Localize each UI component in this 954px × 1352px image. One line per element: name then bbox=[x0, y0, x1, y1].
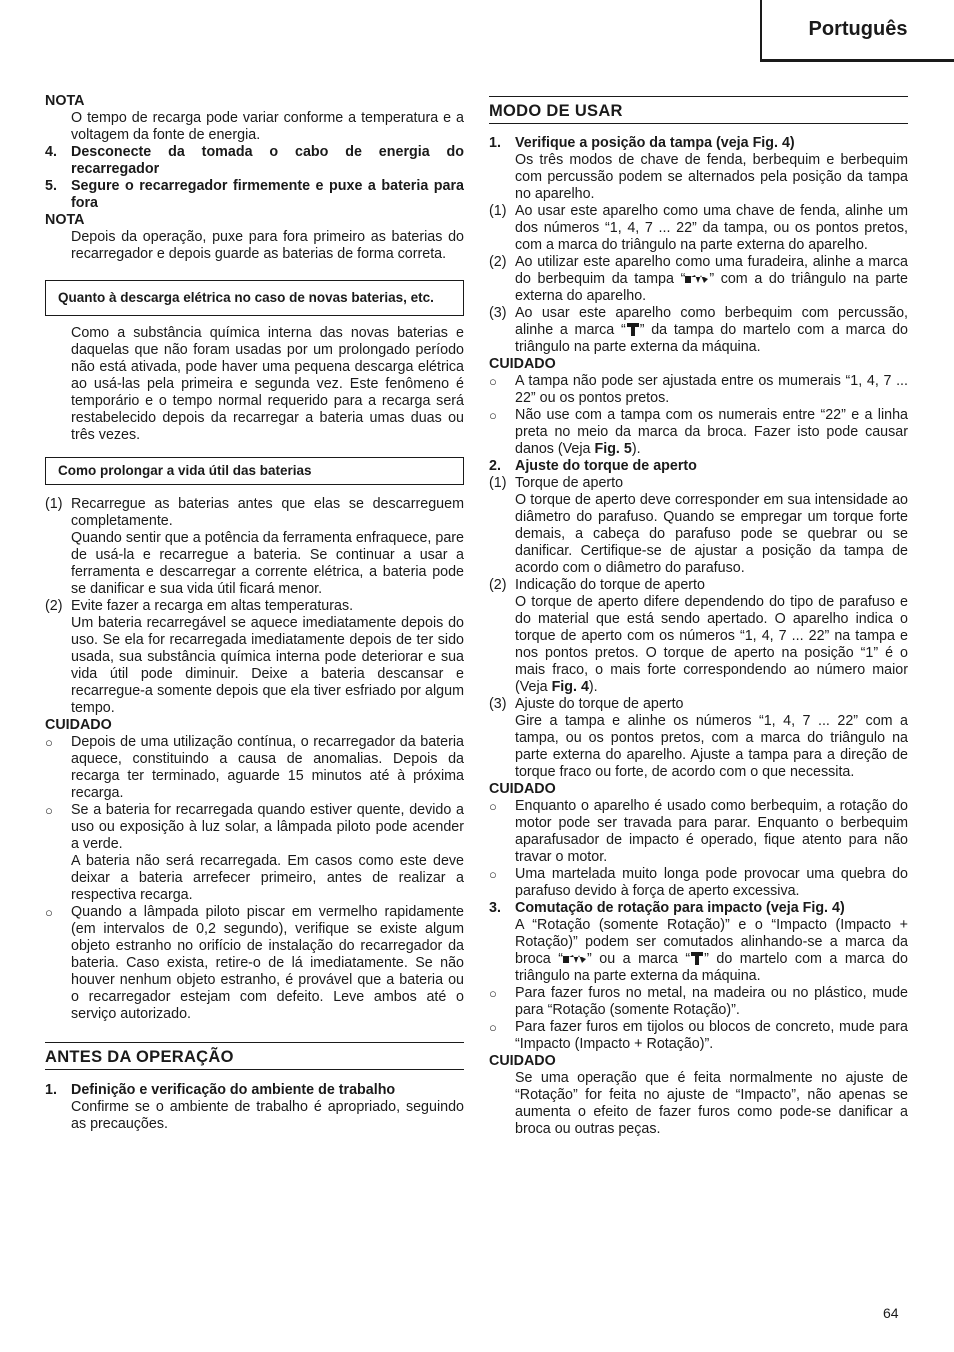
item-number: (2) bbox=[45, 598, 63, 614]
info-box-discharge: Quanto à descarga elétrica no caso de novas baterias, etc. bbox=[45, 280, 464, 316]
circle-bullet-icon: ○ bbox=[489, 1020, 497, 1035]
cuidado-label: CUIDADO bbox=[489, 356, 556, 372]
life-item-1-text: Quando sentir que a potência da ferramenta enfraquece, pare de usá-la e recarregue a bateria. Se continuar a usar a ferramenta e descarregar a corrente elétrica, a bateria pode se danificar e sua vida útil ficará menor. bbox=[71, 530, 464, 597]
caution-item: ○ Depois de uma utilização contínua, o recarregador da bateria aquece, constituindo a causa de anomalias. Depois da recarga ter terminado, aguarde 15 minutos até à próxima recarga. bbox=[45, 734, 464, 801]
hammer-mark-icon bbox=[690, 951, 704, 965]
antes-step-1 bbox=[45, 1082, 464, 1099]
step-title: Comutação de rotação para impacto (veja Fig. 4) bbox=[515, 900, 845, 916]
step-number: 5. bbox=[45, 178, 57, 194]
circle-bullet-icon: ○ bbox=[489, 986, 497, 1001]
final-caution-text: Se uma operação que é feita normalmente no ajuste de “Rotação” for feita no ajuste de “Impacto”, não apenas se aumenta o efeito de fazer furos como pode-se danificar a broca ou outras peças. bbox=[515, 1070, 908, 1137]
antes-step-1-text: Confirme se o ambiente de trabalho é apropriado, seguindo as precauções. bbox=[71, 1099, 464, 1132]
cuidado-label: CUIDADO bbox=[45, 717, 112, 733]
hammer-mark-icon bbox=[626, 322, 640, 336]
modo-1-sub-3: (3) Ao usar este aparelho como berbequim com percussão, alinhe a marca “ ” da tampa do martelo com a marca do triângulo na parte externa da máquina. bbox=[489, 305, 908, 355]
circle-bullet-icon: ○ bbox=[45, 905, 53, 920]
step-number: 3. bbox=[489, 900, 501, 916]
nota-label: NOTA bbox=[45, 93, 85, 109]
section-heading-antes: ANTES DA OPERAÇÃO bbox=[45, 1042, 464, 1070]
cuidado-label: CUIDADO bbox=[489, 1053, 556, 1069]
caution-item: ○ A tampa não pode ser ajustada entre os mumerais “1, 4, 7 ... 22” ou os pontos pretos. bbox=[489, 373, 908, 406]
language-tab bbox=[760, 0, 954, 62]
step-number: 2. bbox=[489, 458, 501, 474]
nota-text: Depois da operação, puxe para fora primeiro as baterias do recarregador e depois guarde as baterias de forma correta. bbox=[71, 229, 464, 262]
circle-bullet-icon: ○ bbox=[489, 867, 497, 882]
modo-step-2 bbox=[489, 458, 908, 475]
modo-2-sub-3: (3) Ajuste do torque de aperto bbox=[489, 696, 684, 712]
modo-1-sub-1: (1) Ao usar este aparelho como uma chave de fenda, alinhe um dos números “1, 4, 7 ... 22” da tampa, ou os pontos pretos, com a marca do triângulo na parte externa do aparelho. bbox=[489, 203, 908, 253]
item-title: Recarregue as baterias antes que elas se descarreguem completamente. bbox=[71, 496, 464, 529]
step-title: Ajuste do torque de aperto bbox=[515, 458, 697, 474]
caution-item: ○ Não use com a tampa com os numerais entre “22” e a linha preta no meio da marca da broca. Fazer isto pode causar danos (Veja Fig. 5). bbox=[489, 407, 908, 457]
circle-bullet-icon: ○ bbox=[45, 735, 53, 750]
modo-2-sub-2: (2) Indicação do torque de aperto bbox=[489, 577, 705, 593]
nota-label: NOTA bbox=[45, 212, 85, 228]
modo-2-sub-1: (1) Torque de aperto bbox=[489, 475, 624, 491]
step-title: Segure o recarregador firmemente e puxe a bateria para fora bbox=[71, 178, 464, 211]
caution-continuation: A bateria não será recarregada. Em casos como este deve deixar a bateria arrefecer primeiro, antes de realizar a respectiva recarga. bbox=[71, 853, 464, 903]
modo-1-sub-2: (2) Ao utilizar este aparelho como uma furadeira, alinhe a marca do berbequim da tampa “ ” com a do triângulo na parte externa do aparelho. bbox=[489, 254, 908, 304]
modo-step-3 bbox=[489, 900, 908, 917]
step-title: Definição e verificação do ambiente de trabalho bbox=[71, 1082, 396, 1098]
step-4 bbox=[45, 144, 464, 178]
caution-item: ○ Quando a lâmpada piloto piscar em vermelho rapidamente (em intervalos de 0,2 segundo), verifique se existe algum objeto estranho no orifício de instalação do recarregador da bateria. Caso exista, retire-o de lá imediatamente. Se não houver nenhum objeto estranho, é provável que a bateria ou o recarregador estejam com defeito. Leve ambos até o serviço autorizado. bbox=[45, 904, 464, 1022]
usage-item: ○ Para fazer furos em tijolos ou blocos de concreto, mude para “Impacto (Impacto + Rotação)”. bbox=[489, 1019, 908, 1052]
left-column bbox=[45, 93, 464, 1133]
cuidado-label: CUIDADO bbox=[489, 781, 556, 797]
caution-item: ○ Enquanto o aparelho é usado como berbequim, a rotação do motor pode ser travada para parar. Enquanto o berbequim aparafusador de impacto é operado, fique atento para não travar o motor. bbox=[489, 798, 908, 865]
life-item-1 bbox=[45, 496, 464, 530]
info-box-battery-life: Como prolongar a vida útil das baterias bbox=[45, 457, 464, 485]
step-title: Verifique a posição da tampa (veja Fig. 4) bbox=[515, 135, 795, 151]
nota-text: O tempo de recarga pode variar conforme a temperatura e a voltagem da fonte de energia. bbox=[71, 110, 464, 143]
drill-mark-icon bbox=[685, 273, 709, 285]
discharge-text: Como a substância química interna das novas baterias e daquelas que não foram usadas por um prolongado período não está ativada, pode haver uma pequena descarga elétrica ao usá-las pela primeira e segunda vez. Este fenômeno é temporário e o tempo normal requerido para a recarga será restabelecido depois da recarregar a bateria umas duas ou três vezes. bbox=[71, 325, 464, 443]
life-item-2-text: Um bateria recarregável se aquece imediatamente depois do uso. Se ela for recarregada imediatamente depois de ter sido usada, sua substância química interna pode deteriorar e sua vida útil pode diminuir. Deixe a bateria descansar e recarregue-a somente depois que ela tiver esfriado por algum tempo. bbox=[71, 615, 464, 716]
usage-item: ○ Para fazer furos no metal, na madeira ou no plástico, mude para “Rotação (somente Rotação)”. bbox=[489, 985, 908, 1018]
circle-bullet-icon: ○ bbox=[489, 374, 497, 389]
step-number: 1. bbox=[489, 135, 501, 151]
modo-step-1 bbox=[489, 135, 908, 152]
circle-bullet-icon: ○ bbox=[489, 408, 497, 423]
item-title: Evite fazer a recarga em altas temperaturas. bbox=[71, 598, 354, 614]
step-title: Desconecte da tomada o cabo de energia do recarregador bbox=[71, 144, 464, 177]
drill-mark-icon bbox=[563, 953, 587, 965]
step-5 bbox=[45, 178, 464, 212]
circle-bullet-icon: ○ bbox=[489, 799, 497, 814]
language-label: Português bbox=[808, 18, 908, 40]
caution-item: ○ Uma martelada muito longa pode provocar uma quebra do parafuso devido à força de aperto excessiva. bbox=[489, 866, 908, 899]
step-number: 1. bbox=[45, 1082, 57, 1098]
item-number: (1) bbox=[45, 496, 63, 512]
page-number: 64 bbox=[883, 1305, 899, 1321]
circle-bullet-icon: ○ bbox=[45, 803, 53, 818]
life-item-2 bbox=[45, 598, 464, 615]
section-heading-modo: MODO DE USAR bbox=[489, 96, 908, 124]
step-number: 4. bbox=[45, 144, 57, 160]
right-column: MODO DE USAR 1. Verifique a posição da tampa (veja Fig. 4) Os três modos de chave de fenda, berbequim e berbequim com percussão podem se alternados pela posição da tampa no aparelho. (1) Ao usar este aparelho como uma chave de fenda, alinhe um dos números “1, 4, 7 ... 22” da tampa, ou os pontos pretos, com a marca do triângulo na parte externa do aparelho. (2) Ao utilizar este aparelho como uma furadeira, alinhe a marca do berbequim da tampa “ ” com a do triângulo na parte externa do aparelho. (3) Ao usar este aparelho como berbequim com percussão, alinhe a marca “ ” da tampa do martelo com a marca do triângulo na parte externa da máquina. CUIDADO ○ A tampa não pode ser ajustada entre os mumerais “1, 4, 7 ... 22” ou os pontos pretos. ○ Não use com a tampa com os numerais entre “22” e a linha preta no meio da marca da broca. Fazer isto pode causar danos (Veja Fig. 5). 2. Ajuste do torque de aperto (1) Torque de aperto O torque de aperto deve corresponder em sua intensidade ao diâmetro do parafuso. Quando se empregar um torque forte demais, a cabeça do parafuso pode se quebrar ou se danificar. Certifique-se de ajustar a posição da tampa de acordo com o diâmetro do parafuso. (2) Indicação do torque de aperto O torque de aperto difere dependendo do tipo de parafuso e do material que está sendo apertado. O aparelho indica o torque de aperto com os números “1, 4, 7 ... 22” na tampa e nos pontos pretos. O torque de aperto na posição “1” é o mais fraco, o mais forte correspondendo ao número maior (Veja Fig. 4). (3) Ajuste do torque de aperto Gire a tampa e alinhe os números “1, 4, 7 ... 22” com a tampa, ou os pontos pretos, com a marca do triângulo na parte externa do aparelho. Ajuste a tampa para a direção de torque fraco ou forte, de acordo com o que necessita. CUIDADO ○ Enquanto o aparelho é usado como berbequim, a rotação do motor pode ser travada para parar. Enquanto o berbequim aparafusador de impacto é operado, fique atento para não travar o motor. ○ Uma martelada muito longa pode provocar uma quebra do parafuso devido à força de aperto excessiva. 3. Comutação de rotação para impacto (veja Fig. 4) A “Rotação (somente Rotação)” e o “Impacto (Impacto + Rotação)” podem ser comutados alinhando-se a marca da broca “ ” ou a marca “ ” do martelo com a marca do triângulo na parte externa da máquina. ○ Para fazer furos no metal, na madeira ou no plástico, mude para “Rotação (somente Rotação)”. ○ Para fazer furos em tijolos ou blocos de concreto, mude para “Impacto (Impacto + Rotação)”. CUIDADO Se uma operação que é feita normalmente no ajuste de “Rotação” for feita no ajuste de “Impacto”, não apenas se aumenta o efeito de fazer furos como pode-se danificar a broca ou outras peças. bbox=[489, 93, 908, 1138]
modo-step-1-text: Os três modos de chave de fenda, berbequim e berbequim com percussão podem se alternados pela posição da tampa no aparelho. bbox=[515, 152, 908, 202]
caution-item: ○ Se a bateria for recarregada quando estiver quente, devido a uso ou exposição à luz solar, a lâmpada piloto pode acender a verde. bbox=[45, 802, 464, 852]
